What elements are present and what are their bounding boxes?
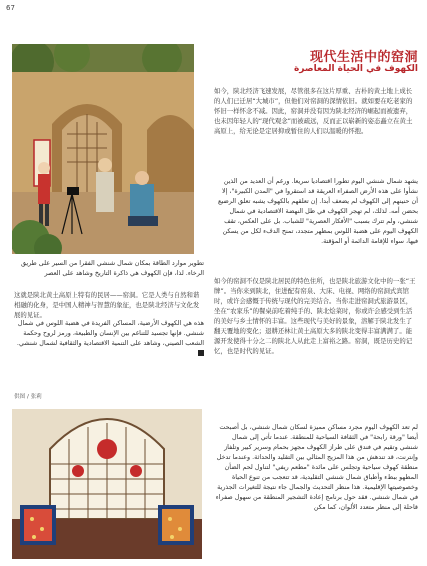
photo-cave-performance [12,44,194,254]
paragraph-arabic-1: يشهد شمال شنشي اليوم تطورا اقتصاديا سريعا. ورغم أن العديد من الذين نشأوا على هذه الأرض الصفراء العريقة قد استقروا في "المدن الكبيرة"، إلا أن حنينهم إلى الكهوف لم يضعف أبدا. إن تعلقهم بالكهوف يشبه تعلق الرضيع بحضن أمه. لذلك، لم تهجر الكهوف في ظل النهضة الاقتصادية في شمال شنشي، ولم تترك بسبب "الأفكار العصرية" للشباب. بل على العكس، تقف الكهوف اليوم على هضبة اللوس بمظهر متجدد، تمنح الدفء لكل من يسكن فيها، سواء للإقامة الدائمة أو المؤقتة. [218,177,418,245]
paragraph-chinese-1: 如今，陕北经济飞速发展，尽管很多在这片厚重、古朴的黄土地上成长的人们已迁居“大城市”，但他们对窑洞的深情依旧。就如要在吃老家的怀旧一样怀念不减。因此，窑洞并没有因为陕北经济的崛起而被遗弃，也未因年轻人的“现代观念”而被疏远，反而正以崭新的姿态矗立在黄土高原上，给无论是定居抑或暂住的人们以温暖的怀抱。 [214,87,413,135]
paragraph-arabic-2: لم تعد الكهوف اليوم مجرد مساكن مميزة لسكان شمال شنشي، بل أصبحت أيضا "ورقة رابحة" في الثقافة السياحية للمنطقة. عندما تأتي إلى شمال شنشي وتقيم في فندق على طراز الكهوف مجهز بحمام وسرير كبير وتلفاز وإنترنت، قد تندهش من هذا المزيج المثالي بين التقليد والحداثة. وعندما تدخل منطقة كهوف سياحية وتجلس على مائدة "مطعم ريفي" لتناول لحم الضأن المطهو ببطء وأطباق شمال شنشي التقليدية، قد تتعجب من تنوع الحياة وخصوصيتها الإقليمية. هذا منظر التحديث والجمال جاء نتيجة للتغيرات الجذرية في شمال شنشي. فقد حول برنامج إعادة التشجير المنطقة من سهول صفراء قاحلة إلى منظر متعدد الألوان، كما مكن [215,423,418,511]
page-number: 67 [6,4,15,12]
title-arabic: الكهوف في الحياة المعاصرة [293,64,418,74]
lead-paragraph-arabic [14,318,204,358]
title-chinese: 现代生活中的窑洞 [309,50,418,65]
cave-performance-illustration [12,44,194,254]
photo-credit: 供图 / 张莉 [14,394,42,400]
lead-paragraph-arabic-text: هذه هي الكهوف الأرضية، المساكن الفريدة في هضبة اللوس في شمال شنشي. فإنها تجسيد للتناغم بين الإنسان والطبيعة، ورمز لروح وحكمة الشعب الصيني، وشاهد على التنمية الاقتصادية والثقافية لشمال شنشي. [16,319,204,347]
photo-cave-interior [12,409,202,559]
cave-interior-illustration [12,409,202,559]
end-mark-icon [198,350,204,356]
photo-caption-arabic: تطوير موارد الطاقة بمكان شمال شنشي الفقرا من السير على طريق الرخاء. لذا، فإن الكهوف هي ذاكرة التاريخ وشاهد على العصر [21,259,204,277]
paragraph-chinese-2: 如今的窑洞不仅是陕北居民的特色住所，也是陕北旅游文化中的一张“王牌”。当你来到陕北，住进配有窑泉、大床、电视、网络的窑洞式宾馆时，或许会感慨于传统与现代的完美结合。当你走进窑洞式旅游景区，坐在“农家乐”的餐桌前吃着纯手的、陕北烩菜时，你或许会感受到生活的美好与乡土情怀的丰富。这些现代与美好的景象，溶解于陕北发生了翻天覆地的变化；退耕还林让黄土高原大多的陕北变得丰富满满了。能源开发使得十分之二的陕北人从此走上富裕之路。窑洞，既是历史的记忆，也是时代的见证。 [214,277,416,355]
lead-paragraph-chinese: 这就是陕北黄土高原上特有的民居——窑洞。它是人类与自然和谐相融的化身，是中国人精神与智慧的象征，也是陕北经济与文化发展的见证。 [14,291,200,319]
